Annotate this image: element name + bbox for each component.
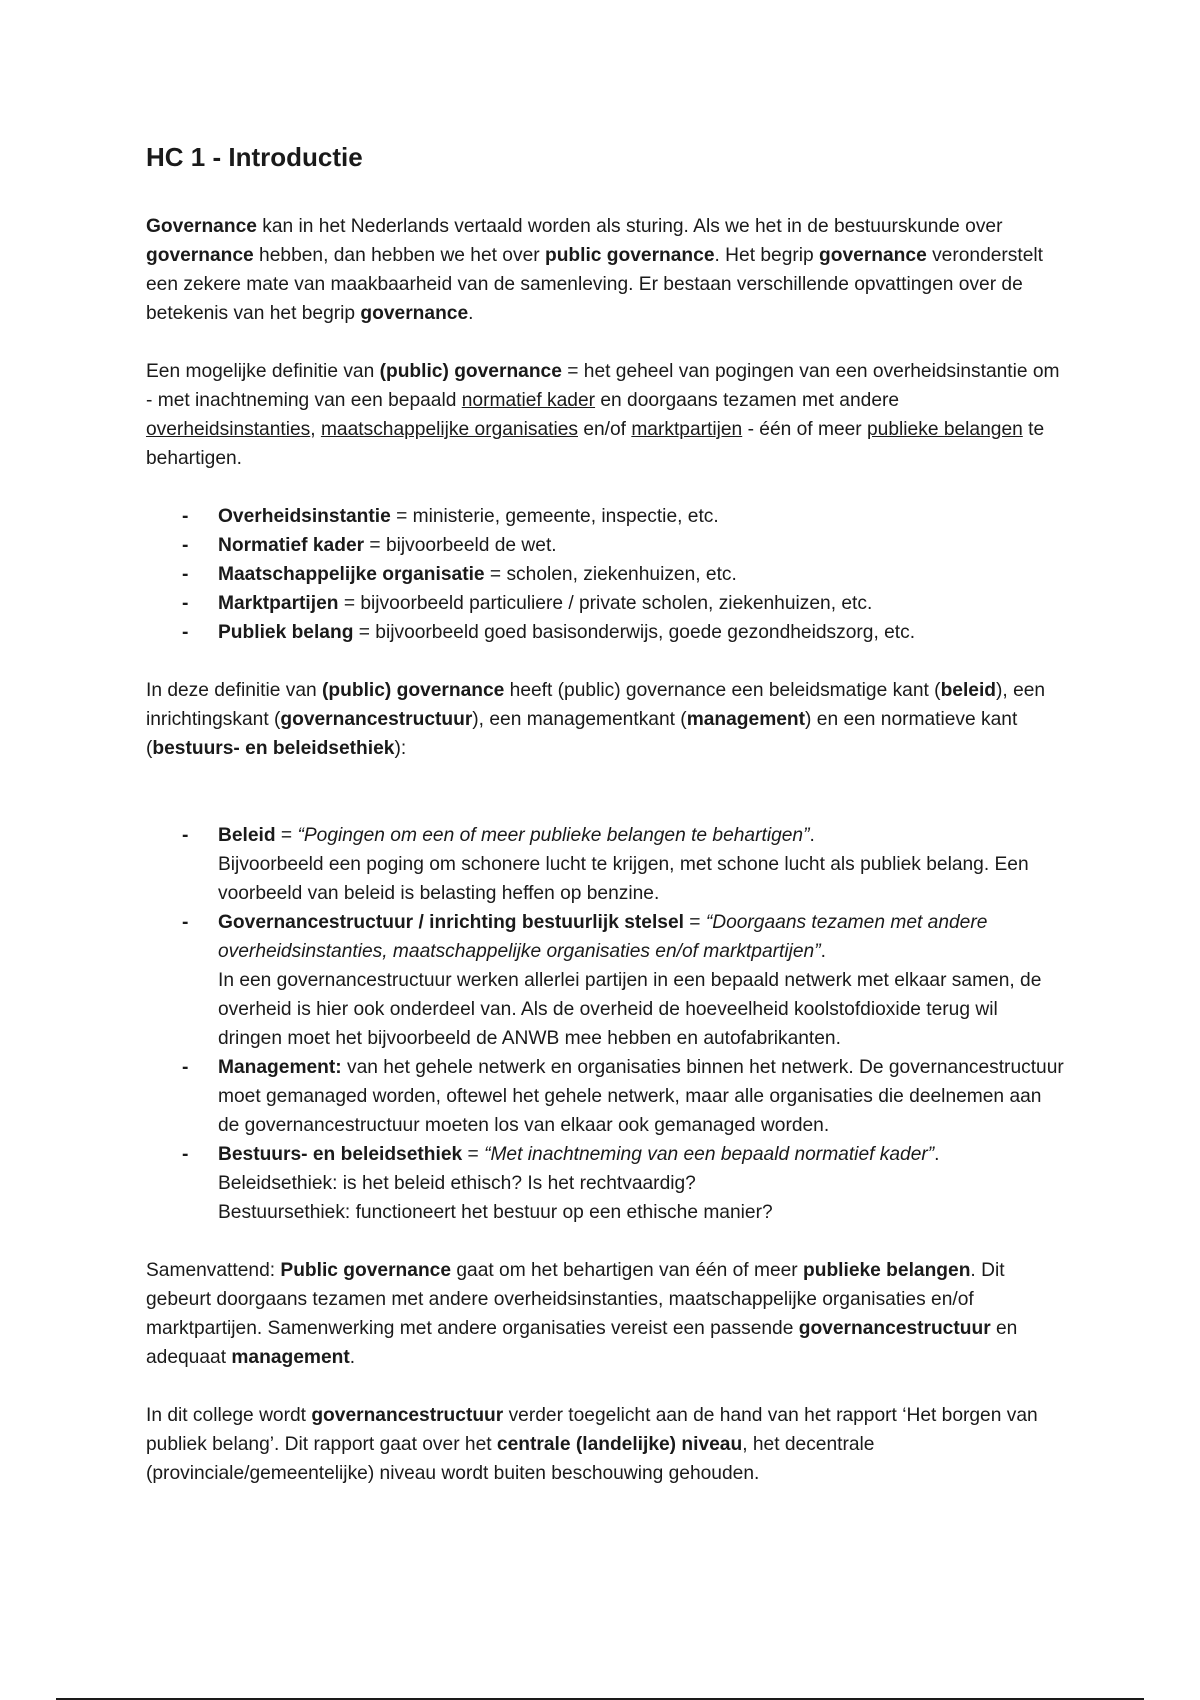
list-item: - Management: van het gehele netwerk en organisaties binnen het netwerk. De governancestructuur moet gemanaged worden, oftewel het gehele netwerk, maar alle organisaties die deelnemen aan de governancestructuur moeten los van elkaar ook gemanaged worden. <box>218 1053 1066 1140</box>
aspects-paragraph: In deze definitie van (public) governance heeft (public) governance een beleidsmatige kant (beleid), een inrichtingskant (governancestructuur), een managementkant (management) en een normatieve kant (bestuurs- en beleidsethiek): <box>146 680 1046 759</box>
list-item: - Governancestructuur / inrichting bestuurlijk stelsel = “Doorgaans tezamen met andere overheidsinstanties, maatschappelijke organisaties en/of marktpartijen”. In een governancestructuur werken allerlei partijen in een bepaald netwerk met elkaar samen, de overheid is hier ook onderdeel van. Als de overheid de hoeveelheid koolstofdioxide terug wil dringen moet het bijvoorbeeld de ANWB mee hebben en autofabrikanten. <box>218 908 1066 1053</box>
page-title: HC 1 - Introductie <box>146 142 363 172</box>
terms-list <box>146 502 1066 647</box>
list-item: - Beleid = “Pogingen om een of meer publieke belangen te behartigen”. Bijvoorbeeld een poging om schonere lucht te krijgen, met schone lucht als publiek belang. Een voorbeeld van beleid is belasting heffen op benzine. <box>218 821 1066 908</box>
list-item: - Maatschappelijke organisatie = scholen, ziekenhuizen, etc. <box>218 560 1066 589</box>
intro-paragraph: Governance kan in het Nederlands vertaald worden als sturing. Als we het in de bestuurskunde over governance hebben, dan hebben we het over public governance. Het begrip governance veronderstelt een zekere mate van maakbaarheid van de samenleving. Er bestaan verschillende opvattingen over de betekenis van het begrip governance. <box>146 216 1043 324</box>
list-item: - Publiek belang = bijvoorbeeld goed basisonderwijs, goede gezondheidszorg, etc. <box>218 618 1066 647</box>
college-paragraph: In dit college wordt governancestructuur verder toegelicht aan de hand van het rapport ‘Het borgen van publiek belang’. Dit rapport gaat over het centrale (landelijke) niveau, het decentrale (provinciale/gemeentelijke) niveau wordt buiten beschouwing gehouden. <box>146 1405 1038 1484</box>
list-item: - Marktpartijen = bijvoorbeeld particuliere / private scholen, ziekenhuizen, etc. <box>218 589 1066 618</box>
definition-paragraph: Een mogelijke definitie van (public) governance = het geheel van pogingen van een overheidsinstantie om - met inachtneming van een bepaald normatief kader en doorgaans tezamen met andere overheidsinstanties, maatschappelijke organisaties en/of marktpartijen - één of meer publieke belangen te behartigen. <box>146 361 1060 469</box>
list-item: - Overheidsinstantie = ministerie, gemeente, inspectie, etc. <box>218 502 1066 531</box>
summary-paragraph: Samenvattend: Public governance gaat om het behartigen van één of meer publieke belangen. Dit gebeurt doorgaans tezamen met andere overheidsinstanties, maatschappelijke organisaties en/of marktpartijen. Samenwerking met andere organisaties vereist een passende governancestructuur en adequaat management. <box>146 1260 1018 1368</box>
aspects-list <box>146 821 1066 1227</box>
list-item: - Normatief kader = bijvoorbeeld de wet. <box>218 531 1066 560</box>
list-item: - Bestuurs- en beleidsethiek = “Met inachtneming van een bepaald normatief kader”. Beleidsethiek: is het beleid ethisch? Is het rechtvaardig? Bestuursethiek: functioneert het bestuur op een ethische manier? <box>218 1140 1066 1227</box>
document-page <box>146 140 1066 1517</box>
